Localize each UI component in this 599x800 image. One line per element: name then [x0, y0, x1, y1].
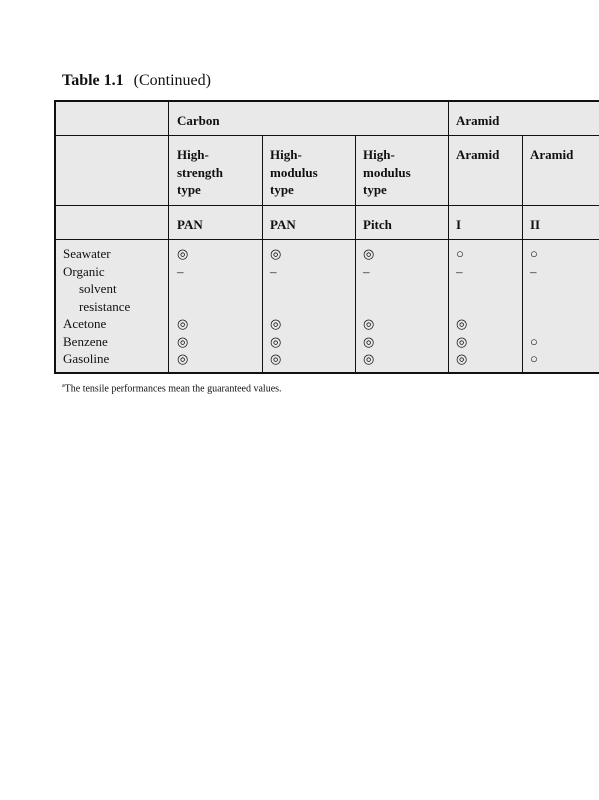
table-caption-text: (Continued) [133, 72, 211, 89]
type-header: Aramid [456, 147, 500, 162]
row-label: Seawater [63, 246, 111, 261]
table-cell: ○ [530, 351, 538, 366]
row-divider [56, 135, 599, 136]
table-cell: ◎ [456, 351, 468, 366]
row-label: resistance [79, 298, 131, 314]
subtype-header: Pitch [363, 217, 392, 232]
group-header-carbon: Carbon [177, 113, 220, 128]
column-divider [168, 102, 169, 374]
column-divider [262, 135, 263, 374]
table-cell: ◎ [177, 316, 189, 331]
row-label: solvent [79, 281, 117, 296]
properties-table [54, 100, 599, 374]
table-cell: ◎ [177, 333, 189, 349]
type-header: High- modulus type [270, 147, 318, 197]
row-label: Gasoline [63, 351, 110, 366]
table-cell: ◎ [363, 246, 375, 261]
table-footnote [62, 383, 282, 394]
table-cell: – [363, 263, 370, 279]
subtype-header: I [456, 217, 462, 232]
table-cell: ◎ [270, 333, 282, 349]
row-label: Acetone [63, 316, 107, 331]
column-divider [355, 135, 356, 374]
row-divider [56, 239, 599, 240]
row-label: Organic [63, 263, 105, 279]
table-cell: ◎ [177, 246, 189, 261]
table-cell: ◎ [270, 316, 282, 331]
type-header: High- strength type [177, 147, 223, 197]
row-label: Benzene [63, 333, 108, 349]
table-cell: ◎ [363, 351, 375, 366]
table-cell: ◎ [456, 316, 468, 331]
table-cell: ○ [530, 246, 538, 261]
table-cell: – [270, 263, 277, 279]
table-cell: ◎ [456, 333, 468, 349]
type-header: High- modulus type [363, 147, 411, 197]
footnote-marker: a [62, 383, 65, 389]
type-header: Aramid [530, 147, 574, 162]
row-divider [56, 205, 599, 206]
table-cell: – [456, 263, 463, 279]
column-divider [448, 102, 449, 374]
table-cell: ◎ [177, 351, 189, 366]
table-cell: – [530, 263, 537, 279]
table-cell: ○ [456, 246, 464, 261]
table-cell: – [177, 263, 184, 279]
table-cell: ◎ [270, 351, 282, 366]
subtype-header: II [530, 217, 541, 232]
subtype-header: PAN [270, 217, 296, 232]
footnote-text: The tensile performances mean the guaranteed values. [64, 383, 282, 395]
column-divider [522, 135, 523, 374]
table-cell: ○ [530, 333, 538, 349]
table-cell: ◎ [270, 246, 282, 261]
table-number: Table 1.1 [62, 72, 124, 89]
table-caption [62, 72, 211, 90]
table-cell: ◎ [363, 333, 375, 349]
table-cell: ◎ [363, 316, 375, 331]
subtype-header: PAN [177, 217, 203, 232]
group-header-aramid: Aramid [456, 113, 500, 128]
